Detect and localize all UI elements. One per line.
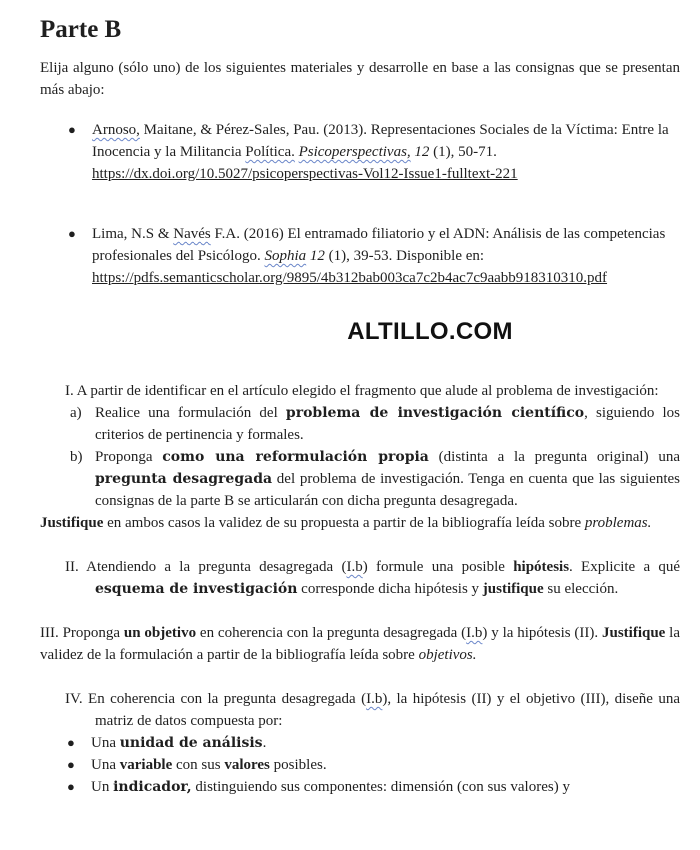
- section-iv-item: ● Una variable con sus valores posibles.: [40, 754, 680, 776]
- section-iv-item: ● Una unidad de análisis.: [40, 732, 680, 754]
- section-i-item-b: b) Proponga como una reformulación propia (distinta a la pregunta original) una pregunta desagregada del problema de investigación. Tenga en cuenta que las siguientes consignas de la parte B se articularán con dicha pregunta desagregada.: [40, 446, 680, 512]
- bullet-icon: ●: [67, 735, 75, 750]
- section-ii: II. Atendiendo a la pregunta desagregada (I.b) formule una posible hipótesis. Explicite a qué esquema de investigación corresponde dicha hipótesis y justifique su elección.: [65, 559, 681, 597]
- journal-name: Psicoperspectivas,: [298, 144, 411, 160]
- reference-pages: (1), 50-71.: [429, 144, 497, 160]
- section-i-justify: Justifique en ambos casos la validez de su propuesta a partir de la bibliografía leída sobre problemas.: [40, 515, 652, 531]
- watermark: ALTILLO.COM: [347, 318, 513, 345]
- bullet-icon: ●: [67, 779, 75, 794]
- reference-link[interactable]: https://pdfs.semanticscholar.org/9895/4b312bab003ca7c2b4ac7c9aabb918310310.pdf: [92, 270, 608, 286]
- reference-text: Maitane, & Pérez-Sales, Pau. (2013). Representaciones Sociales de la Víctima: Entre la Inocencia y la Militancia: [92, 122, 669, 160]
- section-i-item-a: a) Realice una formulación del problema de investigación científico, siguiendo los criterios de pertinencia y formales.: [40, 402, 680, 446]
- bullet-icon: ●: [67, 757, 75, 772]
- author-surname: Navés: [173, 226, 211, 242]
- journal-volume: 12: [306, 248, 325, 264]
- reference-item: [68, 119, 680, 185]
- reference-text: F.A. (2016) El entramado filiatorio y el ADN: Análisis de las competencias profesionales del Psicólogo.: [92, 226, 666, 264]
- reference-word: Política.: [245, 144, 295, 160]
- reference-item: [68, 223, 680, 289]
- bullet-icon: ●: [68, 226, 76, 241]
- reference-text: Lima, N.S &: [92, 226, 174, 242]
- page-title: Parte B: [40, 16, 122, 43]
- section-i-lead: I. A partir de identificar en el artículo elegido el fragmento que alude al problema de investigación:: [65, 383, 659, 399]
- reference-link[interactable]: https://dx.doi.org/10.5027/psicoperspectivas-Vol12-Issue1-fulltext-221: [92, 166, 518, 182]
- journal-name: Sophia: [264, 248, 307, 264]
- section-iv-lead: IV. En coherencia con la pregunta desagregada (I.b), la hipótesis (II) y el objetivo (III), diseñe una matriz de datos compuesta por:: [65, 691, 680, 729]
- section-iii: III. Proponga un objetivo en coherencia con la pregunta desagregada (I.b) y la hipótesis (II). Justifique la validez de la formulación a partir de la bibliografía leída sobre objetivos.: [40, 625, 681, 663]
- journal-volume: 12: [410, 144, 430, 160]
- section-iv-item: ● Un indicador, distinguiendo sus componentes: dimensión (con sus valores) y: [40, 776, 680, 798]
- author-surname: Arnoso,: [92, 122, 140, 138]
- list-marker: a): [70, 405, 82, 421]
- reference-list: [68, 119, 680, 289]
- intro-paragraph: Elija alguno (sólo uno) de los siguientes materiales y desarrolle en base a las consignas que se presentan más abajo:: [40, 60, 680, 98]
- bullet-icon: ●: [68, 122, 76, 137]
- instructions: [40, 380, 680, 798]
- list-marker: b): [70, 449, 83, 465]
- reference-pages: (1), 39-53. Disponible en:: [324, 248, 485, 264]
